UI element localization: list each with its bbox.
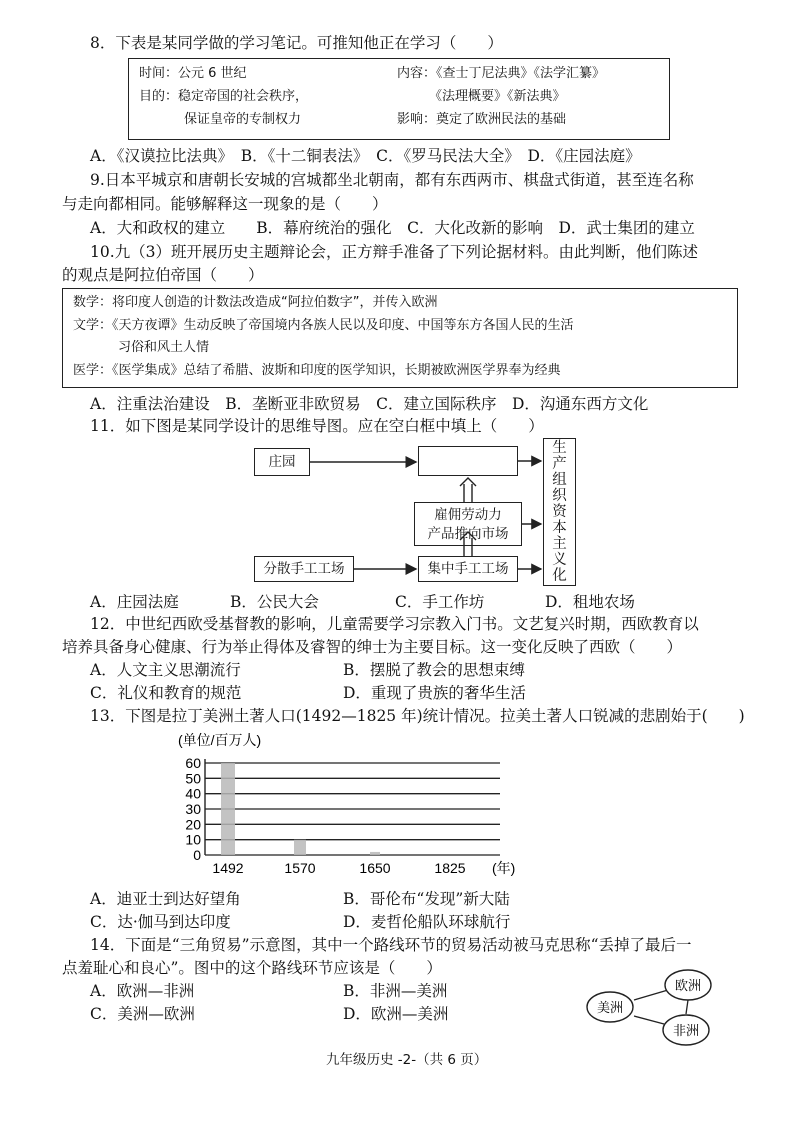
q10-literature-2: 习俗和风土人情 — [118, 340, 210, 355]
chart-x-tick-label: 1825 — [434, 860, 466, 876]
chart-y-tick-label: 10 — [185, 831, 201, 848]
q14-option-a: A．欧洲—非洲 — [90, 982, 195, 1000]
chart-y-tick-label: 20 — [185, 816, 201, 833]
q13-option-b: B．哥伦布“发现”新大陆 — [343, 890, 510, 908]
q10-medicine: 医学：《医学集成》总结了希腊、波斯和印度的医学知识，长期被欧洲医学界奉为经典 — [73, 363, 561, 378]
chart-y-tick-label: 60 — [185, 755, 201, 771]
chart-x-tick-label: 1492 — [212, 860, 244, 876]
vertical-char: 织 — [552, 488, 567, 504]
vertical-char: 产 — [552, 456, 567, 472]
chart-x-label: (年) — [492, 860, 516, 876]
q13-stem: 13．下图是拉丁美洲土著人口(1492—1825 年)统计情况。拉美土著人口锐减的悲剧始于( ) — [90, 707, 745, 725]
q14-option-c: C．美洲—欧洲 — [90, 1005, 195, 1023]
q11-stem: 11．如下图是某同学设计的思维导图。应在空白框中填上（ ） — [90, 417, 544, 435]
q10-options: A．注重法治建设 B．垄断亚非欧贸易 C．建立国际秩序 D．沟通东西方文化 — [90, 395, 649, 413]
q14-option-d: D．欧洲—美洲 — [343, 1005, 449, 1023]
vertical-char: 主 — [552, 536, 567, 552]
q11-option-b: B．公民大会 — [230, 593, 319, 611]
q12-stem-1: 12．中世纪西欧受基督教的影响，儿童需要学习宗教入门书。文艺复兴时期，西欧教育以 — [90, 615, 699, 633]
q12-option-d: D．重现了贵族的奢华生活 — [343, 684, 526, 702]
q11-option-d: D．租地农场 — [545, 593, 635, 611]
q12-option-c: C．礼仪和教育的规范 — [90, 684, 242, 702]
vertical-char: 本 — [552, 520, 567, 536]
label-europe: 欧洲 — [674, 979, 702, 994]
mindmap-centralized-workshop: 集中手工工场 — [418, 556, 518, 582]
chart-x-tick-label: 1650 — [359, 860, 391, 876]
q8-content-2: 《法理概要》《新法典》 — [429, 89, 566, 104]
q8-content-1: 内容：《查士丁尼法典》《法学汇纂》 — [397, 66, 606, 81]
vertical-char: 资 — [552, 504, 567, 520]
q11-option-a: A．庄园法庭 — [90, 593, 179, 611]
mindmap-manor: 庄园 — [254, 448, 310, 476]
q8-impact: 影响：奠定了欧洲民法的基础 — [397, 112, 567, 127]
q8-options: A．《汉谟拉比法典》 B．《十二铜表法》 C．《罗马民法大全》 D．《庄园法庭》 — [90, 147, 641, 165]
page-footer: 九年级历史 -2-（共 6 页） — [326, 1052, 488, 1068]
route-europe-africa — [686, 1000, 688, 1014]
q13-option-c: C．达·伽马到达印度 — [90, 913, 231, 931]
route-america-europe — [634, 990, 668, 1000]
q14-option-b: B．非洲—美洲 — [343, 982, 448, 1000]
q8-stem: 8．下表是某同学做的学习笔记。可推知他正在学习（ ） — [90, 34, 503, 52]
q10-math: 数学：将印度人创造的计数法改造成“阿拉伯数字”，并传入欧洲 — [73, 295, 438, 310]
mindmap-hired-line2: 产品推向市场 — [427, 526, 509, 542]
chart-y-label: (单位/百万人) — [178, 732, 262, 748]
q12-option-a: A．人文主义思潮流行 — [90, 661, 241, 679]
q9-stem-2: 与走向都相同。能够解释这一现象的是（ ） — [62, 195, 388, 213]
route-america-africa — [634, 1016, 664, 1024]
q13-option-d: D．麦哲伦船队环球航行 — [343, 913, 511, 931]
q11-option-c: C．手工作坊 — [395, 593, 485, 611]
q12-option-b: B．摆脱了教会的思想束缚 — [343, 661, 525, 679]
mindmap-scattered-workshop: 分散手工工场 — [254, 556, 354, 582]
chart-y-tick-label: 50 — [185, 770, 201, 787]
chart-x-tick-label: 1570 — [284, 860, 316, 876]
vertical-char: 生 — [552, 440, 567, 456]
q14-stem-2: 点羞耻心和良心”。图中的这个路线环节应该是（ ） — [62, 959, 442, 977]
label-america: 美洲 — [596, 1001, 624, 1016]
q9-options: A．大和政权的建立 B．幕府统治的强化 C．大化改新的影响 D．武士集团的建立 — [90, 219, 695, 237]
q13-option-a: A．迪亚士到达好望角 — [90, 890, 241, 908]
q9-stem-1: 9.日本平城京和唐朝长安城的宫城都坐北朝南，都有东西两市、棋盘式街道，甚至连名称 — [90, 171, 694, 189]
q10-literature-1: 文学：《天方夜谭》生动反映了帝国境内各族人民以及印度、中国等东方各国人民的生活 — [73, 318, 574, 333]
vertical-char: 化 — [552, 568, 567, 584]
q8-time: 时间：公元 6 世纪 — [139, 66, 247, 81]
q10-stem-2: 的观点是阿拉伯帝国（ ） — [62, 266, 264, 284]
chart-y-tick-label: 0 — [193, 847, 201, 863]
chart-y-tick-label: 40 — [185, 785, 201, 802]
vertical-char: 组 — [552, 472, 567, 488]
q8-purpose-1: 目的：稳定帝国的社会秩序， — [139, 89, 309, 104]
q12-stem-2: 培养具备身心健康、行为举止得体及睿智的绅士为主要目标。这一变化反映了西欧（ ） — [62, 638, 683, 656]
q8-purpose-2: 保证皇帝的专制权力 — [184, 112, 302, 127]
vertical-char: 义 — [552, 552, 567, 568]
q14-stem-1: 14．下面是“三角贸易”示意图，其中一个路线环节的贸易活动被马克思称“丢掉了最后一 — [90, 936, 692, 954]
chart-y-tick-label: 30 — [185, 801, 201, 817]
mindmap-hired-line1: 雇佣劳动力 — [434, 507, 502, 523]
q10-stem-1: 10.九（3）班开展历史主题辩论会，正方辩手准备了下列论据材料。由此判断，他们陈述 — [90, 243, 699, 261]
label-africa: 非洲 — [672, 1024, 700, 1039]
